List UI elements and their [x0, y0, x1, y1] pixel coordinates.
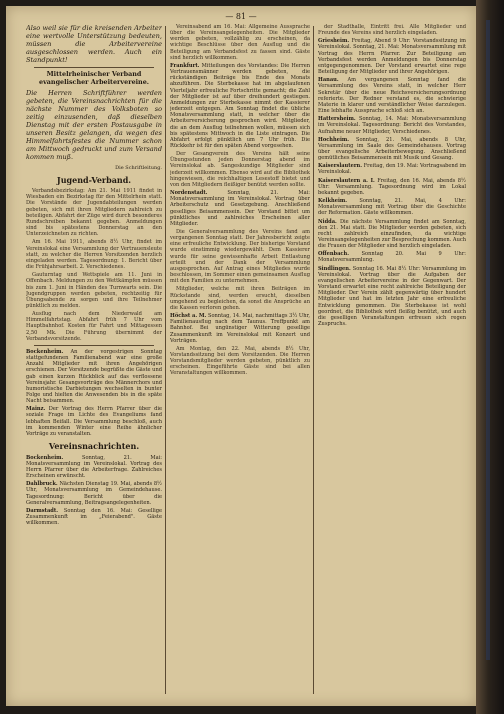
page-number: — 81 —	[225, 12, 257, 21]
text-block: Am Montag, den 22. Mai, abends 8½ Uhr, Vorstandssitzung bei dem Vorsitzenden. Die Herren Vorstandsmitglieder werden gebeten, pünktlich zu erscheinen. Eingeführte Gäste sind bei allen Veranstaltungen willkommen.	[170, 345, 310, 377]
text-block: Gauturntag und Wettspiele am 11. Juni in Offenbach. Meldungen zu den Wettkämpfen müssen bis zum 1. Juni in Händen des Turnwarts sein. Die Jugendgruppen werden gebeten, rechtzeitig für Übungsabende zu sorgen und ihre Teilnehmer pünktlich zu melden.	[26, 272, 162, 309]
report-nordenstadt: Nordenstadt. Sonntag, 21. Mai: Monatsversammlung im Vereinslokal. Vortrag über Arbeiterschutz und Gesetzgebung. Anschließend geselliges Beisammensein. Der Vorstand bittet um pünktliches und zahlreiches Erscheinen aller Mitglieder.	[170, 190, 310, 227]
section-title-jugend: Jugend-Verband.	[56, 174, 132, 185]
place-name: Höchst a. M.	[170, 313, 207, 320]
intro-paragraph: Also weil sie für die kreisenden Arbeiter eine wertvolle Unterstützung bedeuten, müssen die Arbeitervereine ausgeschlossen werden. Auch ein Standpunkt!	[26, 24, 162, 65]
report-mainz: Mainz. Der Vortrag des Herrn Pfarrer über die soziale Frage im Lichte des Evangeliums fand lebhaften Beifall. Die Versammlung beschloß, auch im kommenden Winter eine Reihe ähnlicher Vorträge zu veranstalten.	[26, 406, 162, 437]
place-name: Nordenstadt.	[170, 190, 208, 197]
editor-notice: Die Herren Schriftführer werden gebeten, die Vereinsnachrichten für die nächste Nummer des Volksboten so zeitig einzusenden, daß dieselben Dienstag mit der ersten Postausgabe in unseren Besitz gelangen, da wegen des Himmelfahrtsfestes die Nummer schon am Mittwoch gedruckt und zum Versand kommen muß.	[26, 88, 162, 162]
text-block: Der Gesangverein des Vereins hält seine Übungsstunden jeden Donnerstag abend im Vereinslokal ab. Sangeskundige Mitglieder sind jederzeit willkommen. Ebenso wird auf die Bibliothek hingewiesen, die reichhaltigen Lesestoff bietet und von den Mitgliedern fleißiger benützt werden sollte.	[170, 151, 310, 188]
place-name: Hochheim.	[318, 136, 350, 143]
report-hoechst: Höchst a. M. Sonntag, 14. Mai, nachmittags 3½ Uhr, Familienausflug nach dem Taunus. Treffpunkt am Bahnhof. Bei ungünstiger Witterung gesellige Zusammenkunft im Vereinslokal mit Konzert und Vorträgen.	[170, 313, 310, 344]
place-name: Frankfurt.	[170, 62, 200, 69]
report-hattersheim: Hattersheim. Sonntag, 14. Mai: Monatsversammlung im Vereinslokal. Tagesordnung: Bericht des Vorstandes, Aufnahme neuer Mitglieder, Verschiedenes.	[318, 116, 466, 135]
text-block: Ausflug nach dem Niederwald am Himmelfahrtstag. Abfahrt früh 7 Uhr vom Hauptbahnhof. Kosten für Fahrt und Mittagessen 2,50 Mk. Die Führung übernimmt der Verbandsvorsitzende.	[26, 311, 162, 342]
report-hochheim: Hochheim. Sonntag, 21. Mai, abends 8 Uhr, Versammlung im Saale des Gemeindehauses. Vortrag über evangelische Arbeiterbewegung. Anschließend gemütliches Beisammensein mit Musik und Gesang.	[318, 136, 466, 162]
report-offenbach: Offenbach. Sonntag 20. Mai 9 Uhr: Monatsversammlung.	[318, 251, 466, 264]
report-bockenheim: Bockenheim. An der vorgestrigen Sonntag stattgefundenen Familienabend war eine große Anzahl Mitglieder mit ihren Angehörigen erschienen. Der Vorsitzende begrüßte die Gäste und gab einen kurzen Rückblick auf das verflossene Vereinsjahr. Gesangsvorträge des Männerchors und humoristische Darbietungen wechselten in bunter Folge und hielten die Anwesenden bis in die späte Nacht beisammen.	[26, 348, 162, 405]
report-nidda: Nidda. Die nächste Versammlung findet am Sonntag, den 21. Mai statt. Die Mitglieder werden gebeten, sich recht zahlreich einzufinden, da wichtige Vereinsangelegenheiten zur Besprechung kommen. Auch die Frauen der Mitglieder sind herzlich eingeladen.	[318, 218, 466, 250]
place-name: Nidda.	[318, 218, 337, 225]
section-title-verband: Mittelrheinischer Verband evangelischer Arbeitervereine.	[39, 70, 149, 87]
separator	[34, 345, 154, 346]
text-block: Die Generalversammlung des Vereins fand am vergangenen Sonntag statt. Der Jahresbericht zeigte eine erfreuliche Entwicklung. Der bisherige Vorstand wurde einstimmig wiedergewählt. Dem Kassierer wurde für seine gewissenhafte Arbeit Entlastung erteilt und der Dank der Versammlung ausgesprochen. Auf Antrag eines Mitgliedes wurde beschlossen, im Sommer einen gemeinsamen Ausflug mit den Familien zu unternehmen.	[170, 229, 310, 285]
place-name: Kelkheim.	[318, 198, 348, 205]
place-name: Offenbach.	[318, 251, 350, 258]
column-left	[26, 24, 162, 698]
report-kaiserslautern-2: Kaiserslautern a. I. Freitag, den 16. Mai, abends 8½ Uhr: Versammlung. Tagesordnung wird im Lokal bekannt gegeben.	[318, 177, 466, 196]
report-sindlingen: Sindlingen. Sonntag 16. Mai 8½ Uhr: Versammlung im Vereinslokal. Vortrag über die Aufgaben der evangelischen Arbeitervereine in der Gegenwart. Der Vorstand erwartet eine recht zahlreiche Beteiligung der Mitglieder. Der Verein zählt gegenwärtig über hundert Mitglieder und hat im letzten Jahr eine erfreuliche Entwicklung genommen. Die Sterbekasse ist wohl geordnet, die Bibliothek wird fleißig benützt, und auch die geselligen Veranstaltungen erfreuen sich regen Zuspruchs.	[318, 265, 466, 328]
place-name: Hattersheim.	[318, 116, 356, 123]
place-name: Sindlingen.	[318, 265, 351, 272]
book-binding-shadow	[476, 0, 504, 714]
report-darmstadt: Darmstadt. Sonntag den 16. Mai: Gesellige Zusammenkunft im „Feierabend". Gäste willkommen.	[26, 507, 162, 527]
place-name: Dahlbruck.	[26, 481, 58, 488]
column-right	[318, 24, 466, 698]
page-edge-band	[486, 20, 490, 660]
separator	[34, 67, 154, 68]
newspaper-page	[6, 6, 476, 706]
column-middle	[170, 24, 310, 698]
text-block: Vereinsabend am 16. Mai: Allgemeine Aussprache über die Vereinsangelegenheiten. Die Mitglieder werden gebeten, vollzählig zu erscheinen, da wichtige Beschlüsse über den Ausflug und die Beteiligung am Verbandsfest zu fassen sind. Gäste sind herzlich willkommen.	[170, 24, 310, 61]
text-block: Am 16. Mai 1911, abends 8½ Uhr, findet im Vereinslokal eine Versammlung der Vertrauensleute statt, zu welcher die Herren Vorsitzenden herzlich eingeladen werden. Tagesordnung: 1. Bericht über die Frühjahrsarbeit. 2. Verschiedenes.	[26, 239, 162, 271]
report-kaiserslautern: Kaiserslautern. Freitag, den 19. Mai: Vortragsabend im Vereinslokal.	[318, 163, 466, 176]
place-name: Bockenheim.	[26, 348, 64, 355]
text-block: Verbandsbezirkstag: Am 21. Mai 1911 findet in Wiesbaden ein Bezirkstag für den Mittelrhein statt. Die Vorstände der Jugendabteilungen werden gebeten, sich mit ihren Mitgliedern zahlreich zu beteiligen. Abfahrt der Züge wird durch besonderes Rundschreiben bekannt gegeben. Anmeldungen sind bis spätestens Donnerstag an den Unterzeichneten zu richten.	[26, 188, 162, 238]
report-frankfurt: Frankfurt. Mitteilungen des Vorstandes: Die Herren Vertrauensmänner werden gebeten, die rückständigen Beiträge bis Ende des Monats abzuführen. Die Sterbekasse hat im abgelaufenen Vierteljahr erfreuliche Fortschritte gemacht; die Zahl der Mitglieder ist auf über dreihundert gestiegen. Anmeldungen zur Sterbekasse nimmt der Kassierer jederzeit entgegen. Am Sonntag findet die übliche Monatsversammlung statt, in welcher über die Arbeiterversicherung gesprochen wird. Mitglieder, die an dem Ausflug teilnehmen wollen, müssen sich bis spätestens Mittwoch in die Liste eintragen. Die Abfahrt erfolgt pünktlich um 7 Uhr früh. Die Rückkehr ist für den späten Abend vorgesehen.	[170, 62, 310, 149]
text-block: Mitglieder, welche mit ihren Beiträgen im Rückstande sind, werden ersucht, dieselben umgehend zu begleichen, da sonst die Ansprüche an die Kassen verloren gehen.	[170, 286, 310, 311]
place-name: Kaiserslautern a. I.	[318, 177, 375, 184]
place-name: Mainz.	[26, 406, 46, 413]
place-name: Kaiserslautern.	[318, 163, 363, 170]
column-rule-right	[313, 26, 314, 694]
report-bockenheim-2: Bockenheim. Sonntag, 21. Mai: Monatsversammlung im Vereinslokal. Vortrag des Herrn Pfarrer über die Arbeiterfrage. Zahlreiches Erscheinen erwünscht.	[26, 454, 162, 480]
report-kelkheim: Kelkheim. Sonntag, 21. Mai, 4 Uhr: Monatsversammlung mit Vortrag über die Geschichte der Reformation. Gäste willkommen.	[318, 198, 466, 217]
report-dahlbruck: Dahlbruck. Nächsten Dienstag 19. Mai, abends 8½ Uhr, Monatsversammlung im Gemeindehause. Tagesordnung: Bericht über die Generalversammlung, Beitragsangelegenheiten.	[26, 481, 162, 506]
notice-signature: Die Schriftleitung.	[115, 164, 162, 171]
place-name: Griesheim.	[318, 38, 350, 45]
report-griesheim: Griesheim. Freitag, Abend 9 Uhr: Vorstandssitzung im Vereinslokal. Sonntag, 21. Mai: Monatsversammlung mit Vortrag des Herrn Pfarrer. Zur Beteiligung am Verbandsfest werden Anmeldungen bis Donnerstag entgegengenommen. Der Vorstand erwartet eine rege Beteiligung der Mitglieder und ihrer Angehörigen.	[318, 38, 466, 76]
place-name: Bockenheim.	[26, 454, 64, 461]
column-rule-left	[165, 26, 166, 694]
text-block: der Stadthalle, Eintritt frei. Alle Mitglieder und Freunde des Vereins sind herzlich eingeladen.	[318, 24, 466, 37]
section-title-vereinsnachrichten: Vereinsnachrichten.	[48, 441, 140, 452]
place-name: Hanau.	[318, 77, 339, 84]
report-hanau: Hanau. Am vergangenen Sonntag fand die Versammlung des Vereins statt, in welcher Herr Sekretär über die neue Reichsversicherungsordnung referierte. Der Redner verstand es, die schwierige Materie in klarer und verständlicher Weise darzulegen. Eine lebhafte Aussprache schloß sich an.	[318, 77, 466, 115]
place-name: Darmstadt.	[26, 507, 59, 514]
